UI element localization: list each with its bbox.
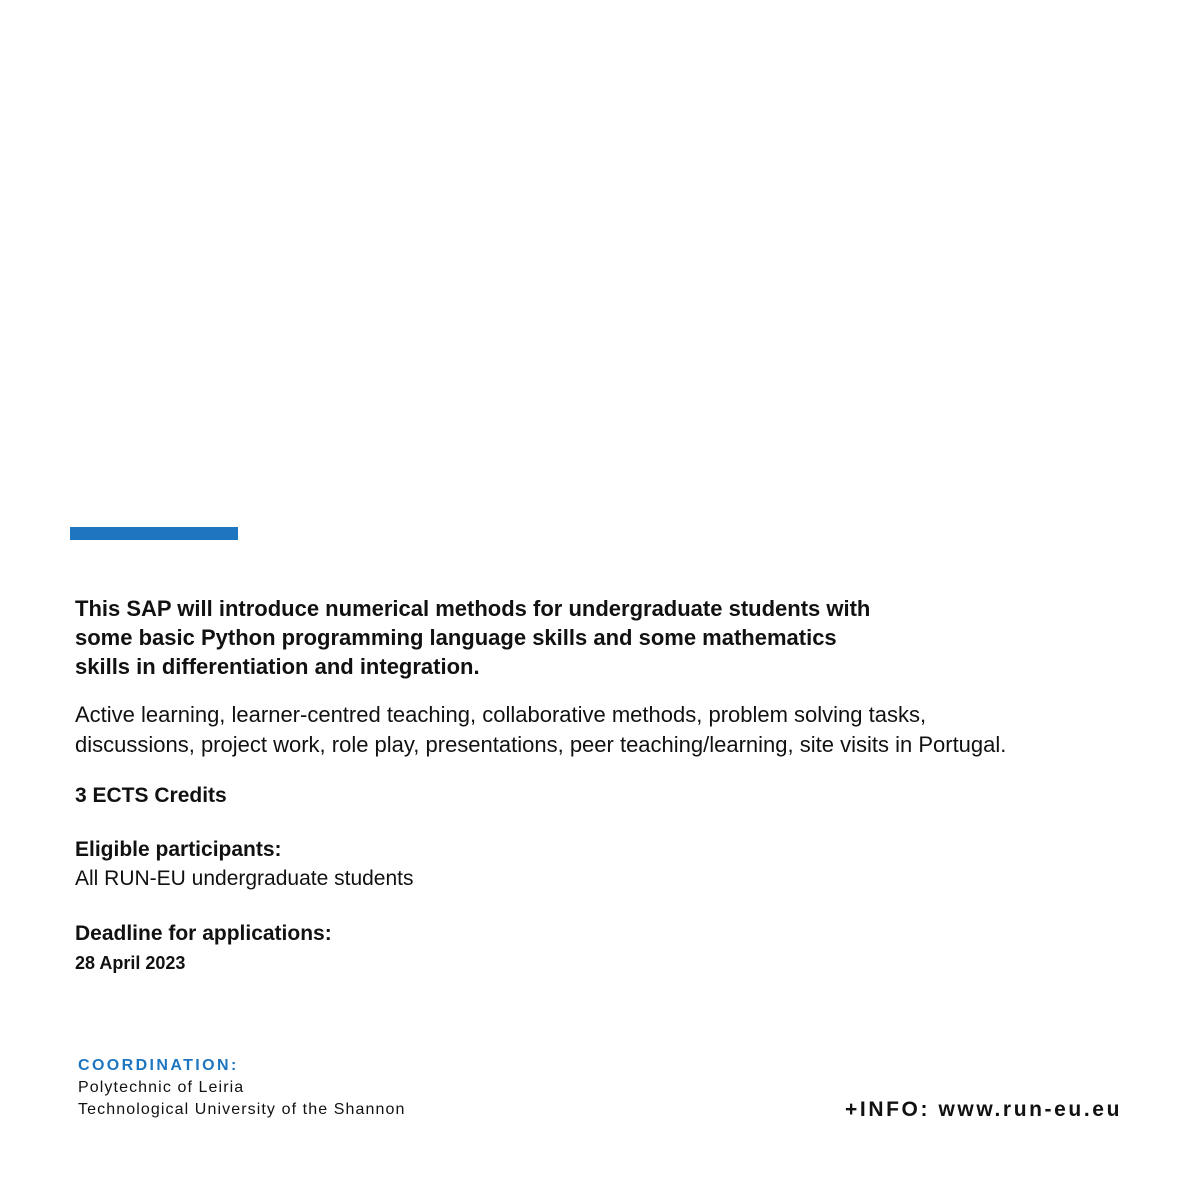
main-content — [75, 594, 1155, 978]
deadline-value: 28 April 2023 — [75, 953, 186, 973]
methods-paragraph — [75, 700, 1155, 760]
eligible-heading: Eligible participants: — [75, 838, 282, 861]
info-link[interactable]: +INFO: www.run-eu.eu — [845, 1098, 1122, 1121]
intro-line: This SAP will introduce numerical methods for undergraduate students with — [75, 596, 871, 621]
intro-paragraph — [75, 594, 1155, 681]
coordination-label: COORDINATION: — [78, 1057, 239, 1074]
coordination-institution: Technological University of the Shannon — [78, 1101, 406, 1118]
deadline-heading: Deadline for applications: — [75, 922, 332, 945]
accent-bar — [70, 527, 238, 540]
methods-line: discussions, project work, role play, presentations, peer teaching/learning, site visits in Portugal. — [75, 732, 1007, 757]
coordination-block — [78, 1055, 598, 1121]
ects-credits: 3 ECTS Credits — [75, 784, 227, 807]
intro-line: skills in differentiation and integration. — [75, 654, 480, 679]
intro-line: some basic Python programming language skills and some mathematics — [75, 625, 837, 650]
methods-line: Active learning, learner-centred teaching, collaborative methods, problem solving tasks, — [75, 702, 927, 727]
coordination-institution: Polytechnic of Leiria — [78, 1079, 245, 1096]
eligible-value: All RUN-EU undergraduate students — [75, 867, 414, 890]
